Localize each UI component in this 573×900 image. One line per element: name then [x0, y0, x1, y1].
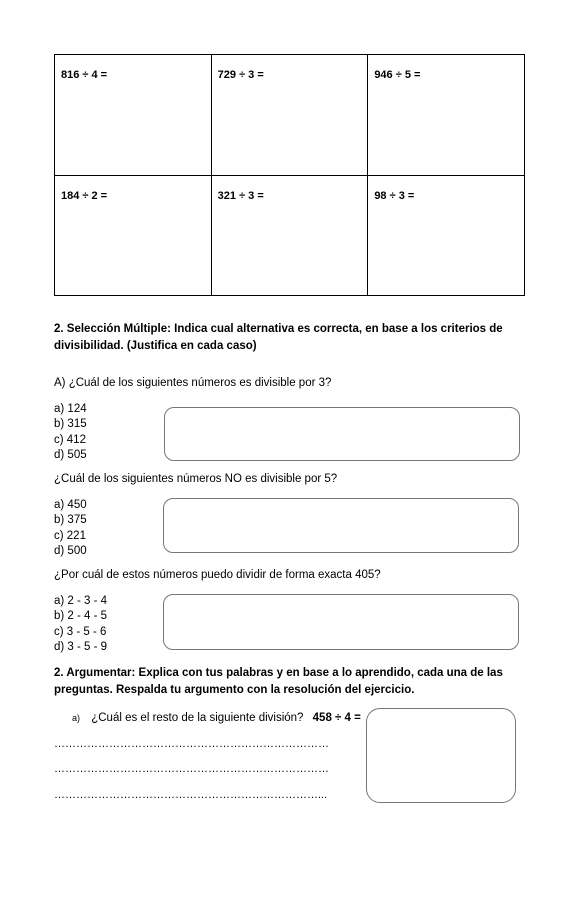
option-list [54, 594, 107, 655]
division-cell[interactable]: 729 ÷ 3 = [211, 55, 368, 176]
division-cell[interactable]: 184 ÷ 2 = [55, 175, 212, 296]
option-item: d) 505 [54, 448, 87, 461]
option-item: c) 3 - 5 - 6 [54, 625, 107, 638]
answer-box[interactable] [164, 407, 520, 461]
option-item: a) 124 [54, 403, 87, 415]
question-prompt: ¿Cuál de los siguientes números NO es divisible por 5? [54, 473, 338, 485]
division-cell[interactable]: 98 ÷ 3 = [368, 175, 525, 296]
division-expression: 458 ÷ 4 = [312, 712, 361, 724]
multiple-choice-title: 2. Selección Múltiple: Indica cual alternativa es correcta, en base a los criterios de divisibilidad. (Justifica en cada caso) [54, 323, 503, 352]
division-cell[interactable]: 321 ÷ 3 = [211, 175, 368, 296]
question-prompt: A) ¿Cuál de los siguientes números es divisible por 3? [54, 377, 332, 389]
option-item: a) 450 [54, 499, 87, 511]
answer-line[interactable]: ………………………………………………………………… [54, 763, 329, 775]
option-item: c) 221 [54, 529, 86, 542]
option-list [54, 498, 87, 559]
argue-title: 2. Argumentar: Explica con tus palabras y en base a lo aprendido, cada una de las preguntas. Respalda tu argumento con la resolución del ejercicio. [54, 667, 503, 696]
grid-row [55, 175, 525, 296]
option-item: d) 500 [54, 544, 87, 557]
option-list [54, 402, 87, 463]
answer-line[interactable]: ………………………………………………………………... [54, 789, 328, 801]
grid-row [55, 55, 525, 176]
question-letter: a) [72, 713, 81, 723]
division-cell[interactable]: 946 ÷ 5 = [368, 55, 525, 176]
answer-box[interactable] [366, 708, 516, 803]
option-item: a) 2 - 3 - 4 [54, 595, 108, 607]
option-item: c) 412 [54, 433, 86, 446]
answer-box[interactable] [163, 498, 519, 553]
option-item: b) 2 - 4 - 5 [54, 610, 108, 623]
answer-line[interactable]: ………………………………………………………………… [54, 738, 329, 750]
option-item: b) 375 [54, 514, 87, 527]
argue-question [72, 712, 361, 724]
answer-box[interactable] [163, 594, 519, 650]
option-item: d) 3 - 5 - 9 [54, 640, 108, 653]
question-prompt: ¿Cuál es el resto de la siguiente división? [91, 712, 304, 724]
question-prompt: ¿Por cuál de estos números puedo dividir de forma exacta 405? [54, 569, 381, 581]
option-item: b) 315 [54, 418, 87, 431]
division-grid [54, 54, 525, 296]
division-cell[interactable]: 816 ÷ 4 = [55, 55, 212, 176]
